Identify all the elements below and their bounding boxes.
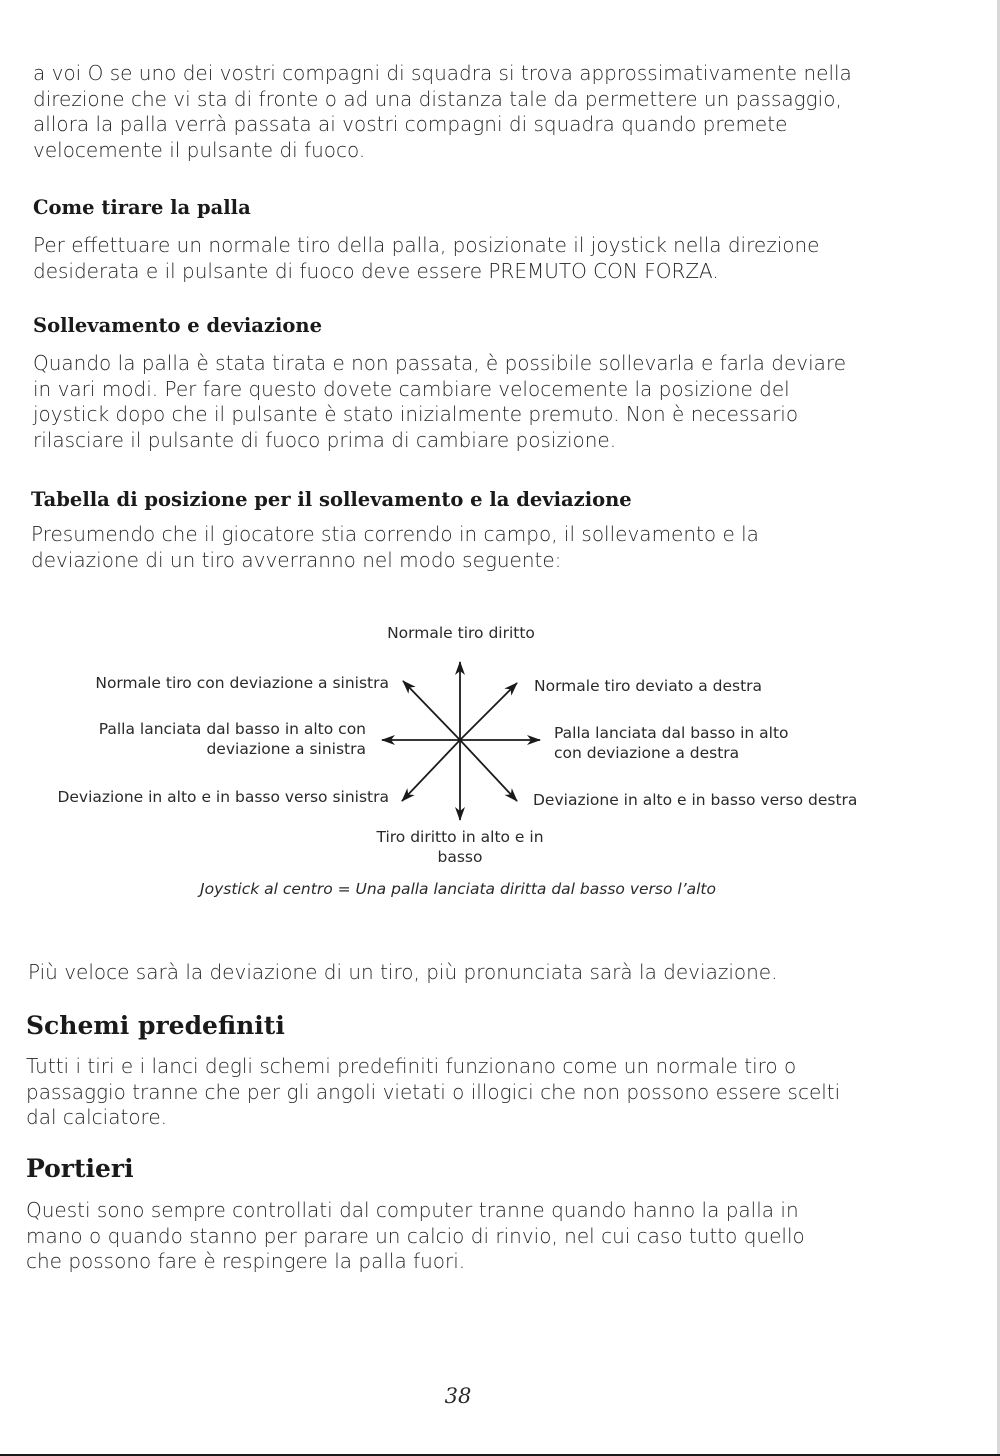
shooting-heading: Come tirare la palla — [33, 196, 251, 219]
text-line: a voi O se uno dei vostri compagni di squadra si trova approssimativamente nella — [33, 61, 852, 85]
text-line: allora la palla verrà passata ai vostri compagni di squadra quando premete — [33, 112, 788, 136]
label-line: Palla lanciata dal basso in alto — [554, 724, 789, 742]
arrow-up-right — [460, 683, 517, 740]
diagram-caption: Joystick al centro = Una palla lanciata diritta dal basso verso l’alto — [200, 880, 716, 898]
text-line: Per effettuare un normale tiro della palla, posizionate il joystick nella direzione — [33, 233, 820, 257]
presets-heading: Schemi predefiniti — [26, 1011, 285, 1040]
presets-paragraph — [26, 1054, 840, 1131]
label-line: Palla lanciata dal basso in alto con — [98, 720, 366, 738]
text-line: velocemente il pulsante di fuoco. — [33, 137, 366, 162]
text-line: Tutti i tiri e i lanci degli schemi predefiniti funzionano come un normale tiro o — [26, 1054, 797, 1078]
text-line: passaggio tranne che per gli angoli vietati o illogici che non possono essere scelti — [26, 1079, 841, 1104]
page-number: 38 — [444, 1384, 472, 1408]
label-line: con deviazione a destra — [554, 744, 740, 762]
label-up-right: Normale tiro deviato a destra — [534, 677, 763, 695]
label-down — [350, 827, 570, 867]
text-line: Questi sono sempre controllati dal computer tranne quando hanno la palla in — [26, 1198, 799, 1222]
text-line: che possono fare è respingere la palla fuori. — [26, 1249, 466, 1273]
label-left — [20, 719, 366, 759]
label-line: Tiro diritto in alto e in — [376, 828, 544, 846]
text-line: deviazione di un tiro avverranno nel modo seguente: — [31, 547, 562, 572]
label-down-left: Deviazione in alto e in basso verso sinistra — [57, 788, 389, 806]
arrow-down-right — [460, 740, 517, 801]
label-right — [554, 723, 789, 763]
label-line: deviazione a sinistra — [206, 740, 366, 758]
table-heading: Tabella di posizione per il sollevamento e la deviazione — [31, 488, 632, 511]
text-line: in vari modi. Per fare questo dovete cambiare velocemente la posizione del — [33, 376, 790, 401]
text-line: dal calciatore. — [26, 1105, 168, 1129]
goalkeepers-paragraph — [26, 1198, 805, 1275]
goalkeepers-heading: Portieri — [26, 1154, 134, 1183]
text-line: direzione che vi sta di fronte o ad una distanza tale da permettere un passaggio, — [33, 86, 842, 111]
text-line: mano o quando stanno per parare un calcio di rinvio, nel cui caso tutto quello — [26, 1223, 805, 1248]
speed-note: Più veloce sarà la deviazione di un tiro, più pronunciata sarà la deviazione. — [28, 960, 778, 984]
text-line: Presumendo che il giocatore stia correndo in campo, il sollevamento e la — [31, 522, 759, 546]
lifting-heading: Sollevamento e deviazione — [33, 314, 322, 337]
label-up-left: Normale tiro con deviazione a sinistra — [95, 674, 389, 692]
arrow-up-left — [403, 681, 460, 740]
text-line: joystick dopo che il pulsante è stato inizialmente premuto. Non è necessario — [33, 402, 799, 426]
text-line: rilasciare il pulsante di fuoco prima di cambiare posizione. — [33, 427, 617, 452]
label-up: Normale tiro diritto — [387, 624, 535, 642]
label-down-right: Deviazione in alto e in basso verso destra — [533, 791, 858, 809]
arrow-down-left — [402, 740, 460, 801]
text-line: desiderata e il pulsante di fuoco deve essere PREMUTO CON FORZA. — [33, 258, 719, 283]
text-line: Quando la palla è stata tirata e non passata, è possibile sollevarla e farla deviare — [33, 351, 847, 375]
label-line: basso — [437, 848, 483, 866]
